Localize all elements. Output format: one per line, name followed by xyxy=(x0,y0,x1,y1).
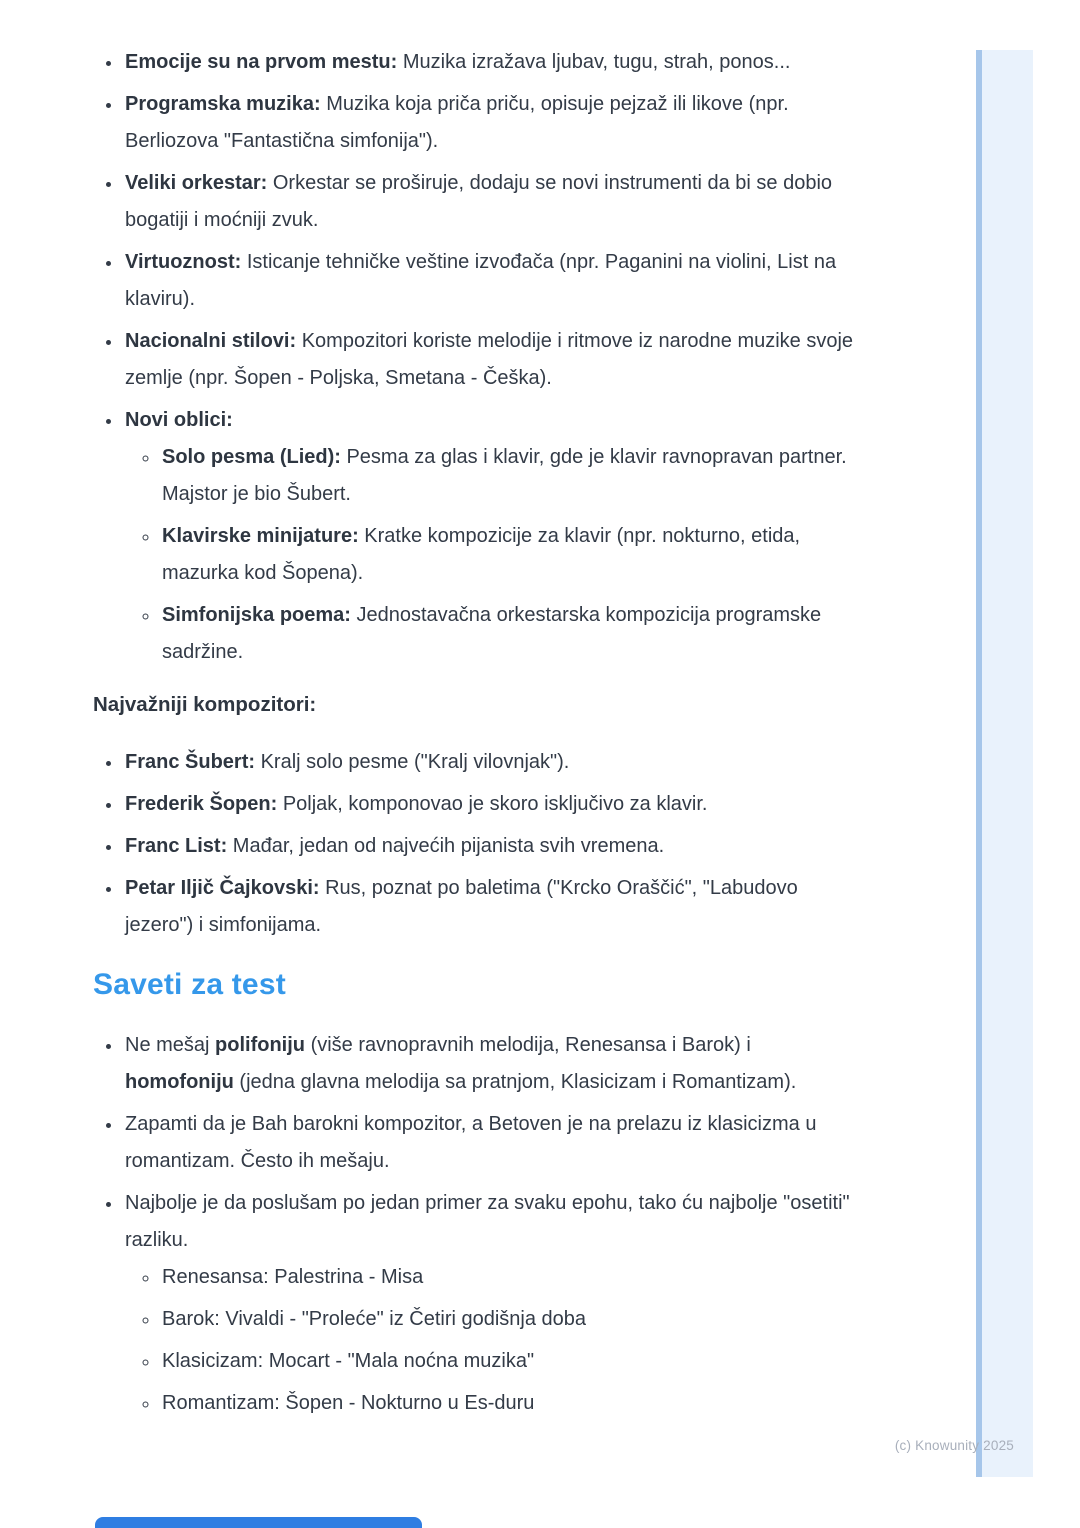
list-item xyxy=(123,1027,855,1101)
term: polifoniju xyxy=(215,1034,306,1056)
list-item xyxy=(160,1301,855,1338)
term: Novi oblici: xyxy=(125,409,233,431)
new-forms-sublist xyxy=(125,439,855,671)
definition: Mađar, jedan od najvećih pijanista svih vremena. xyxy=(227,835,665,857)
definition: Poljak, komponovao je skoro isključivo za klavir. xyxy=(277,793,708,815)
tip-text: Zapamti da je Bah barokni kompozitor, a Betoven je na prelazu iz klasicizma u romantizam. Često ih mešaju. xyxy=(125,1113,817,1172)
list-item xyxy=(160,1385,855,1422)
page-edge-highlight-bar xyxy=(976,50,1033,1477)
list-item xyxy=(123,1185,855,1422)
term: Frederik Šopen: xyxy=(125,793,278,815)
term: Nacionalni stilovi: xyxy=(125,330,297,352)
list-item xyxy=(160,518,855,592)
romanticism-features-list xyxy=(93,44,855,671)
tips-heading: Saveti za test xyxy=(93,968,286,1001)
list-item xyxy=(160,1259,855,1296)
tip-text: Ne mešaj xyxy=(125,1034,216,1056)
definition: Muzika koja priča priču, opisuje pejzaž ili likove (npr. Berliozova "Fantastična simfonija"). xyxy=(125,93,789,152)
definition: Pesma za glas i klavir, gde je klavir ravnopravan partner. Majstor je bio Šubert. xyxy=(162,446,847,505)
definition: Jednostavačna orkestarska kompozicija programske sadržine. xyxy=(162,604,822,663)
term: Klavirske minijature: xyxy=(162,525,359,547)
list-item xyxy=(123,870,855,944)
example-text: Klasicizam: Mocart - "Mala noćna muzika" xyxy=(162,1350,535,1372)
list-item xyxy=(123,786,855,823)
tips-list xyxy=(93,1027,855,1422)
composers-heading: Najvažniji kompozitori: xyxy=(93,693,317,716)
definition: Rus, poznat po baletima ("Krcko Oraščić", "Labudovo jezero") i simfonijama. xyxy=(125,877,798,936)
notes-content xyxy=(93,44,855,1427)
list-item xyxy=(123,744,855,781)
bottom-accent-bar xyxy=(95,1517,422,1528)
list-item xyxy=(160,1343,855,1380)
list-item xyxy=(160,597,855,671)
term: Emocije su na prvom mestu: xyxy=(125,51,398,73)
term: homofoniju xyxy=(125,1071,234,1093)
tip-text: (više ravnopravnih melodija, Renesansa i Barok) i xyxy=(305,1034,751,1056)
example-text: Romantizam: Šopen - Nokturno u Es-duru xyxy=(162,1392,535,1414)
list-item xyxy=(123,86,855,160)
composers-list xyxy=(93,744,855,944)
term: Programska muzika: xyxy=(125,93,321,115)
example-text: Barok: Vivaldi - "Proleće" iz Četiri godišnja doba xyxy=(162,1308,587,1330)
term: Virtuoznost: xyxy=(125,251,242,273)
tip-text: (jedna glavna melodija sa pratnjom, Klasicizam i Romantizam). xyxy=(233,1071,797,1093)
definition: Isticanje tehničke veštine izvođača (npr. Paganini na violini, List na klaviru). xyxy=(125,251,837,310)
list-item xyxy=(123,1106,855,1180)
definition: Muzika izražava ljubav, tugu, strah, ponos... xyxy=(397,51,791,73)
list-item xyxy=(123,244,855,318)
term: Solo pesma (Lied): xyxy=(162,446,341,468)
definition: Kompozitori koriste melodije i ritmove iz narodne muzike svoje zemlje (npr. Šopen - Poljska, Smetana - Češka). xyxy=(125,330,854,389)
term: Simfonijska poema: xyxy=(162,604,351,626)
list-item xyxy=(123,828,855,865)
example-text: Renesansa: Palestrina - Misa xyxy=(162,1266,424,1288)
list-item xyxy=(123,402,855,671)
definition: Kralj solo pesme ("Kralj vilovnjak"). xyxy=(255,751,570,773)
tip-text: Najbolje je da poslušam po jedan primer za svaku epohu, tako ću najbolje "osetiti" razliku. xyxy=(125,1192,850,1251)
era-examples-sublist xyxy=(125,1259,855,1422)
term: Franc List: xyxy=(125,835,228,857)
list-item xyxy=(123,44,855,81)
definition: Kratke kompozicije za klavir (npr. nokturno, etida, mazurka kod Šopena). xyxy=(162,525,801,584)
term: Veliki orkestar: xyxy=(125,172,268,194)
list-item xyxy=(160,439,855,513)
watermark: (c) Knowunity 2025 xyxy=(894,1438,1014,1453)
list-item xyxy=(123,165,855,239)
definition: Orkestar se proširuje, dodaju se novi instrumenti da bi se dobio bogatiji i moćniji zvuk. xyxy=(125,172,833,231)
term: Petar Iljič Čajkovski: xyxy=(125,877,320,899)
term: Franc Šubert: xyxy=(125,751,256,773)
list-item xyxy=(123,323,855,397)
